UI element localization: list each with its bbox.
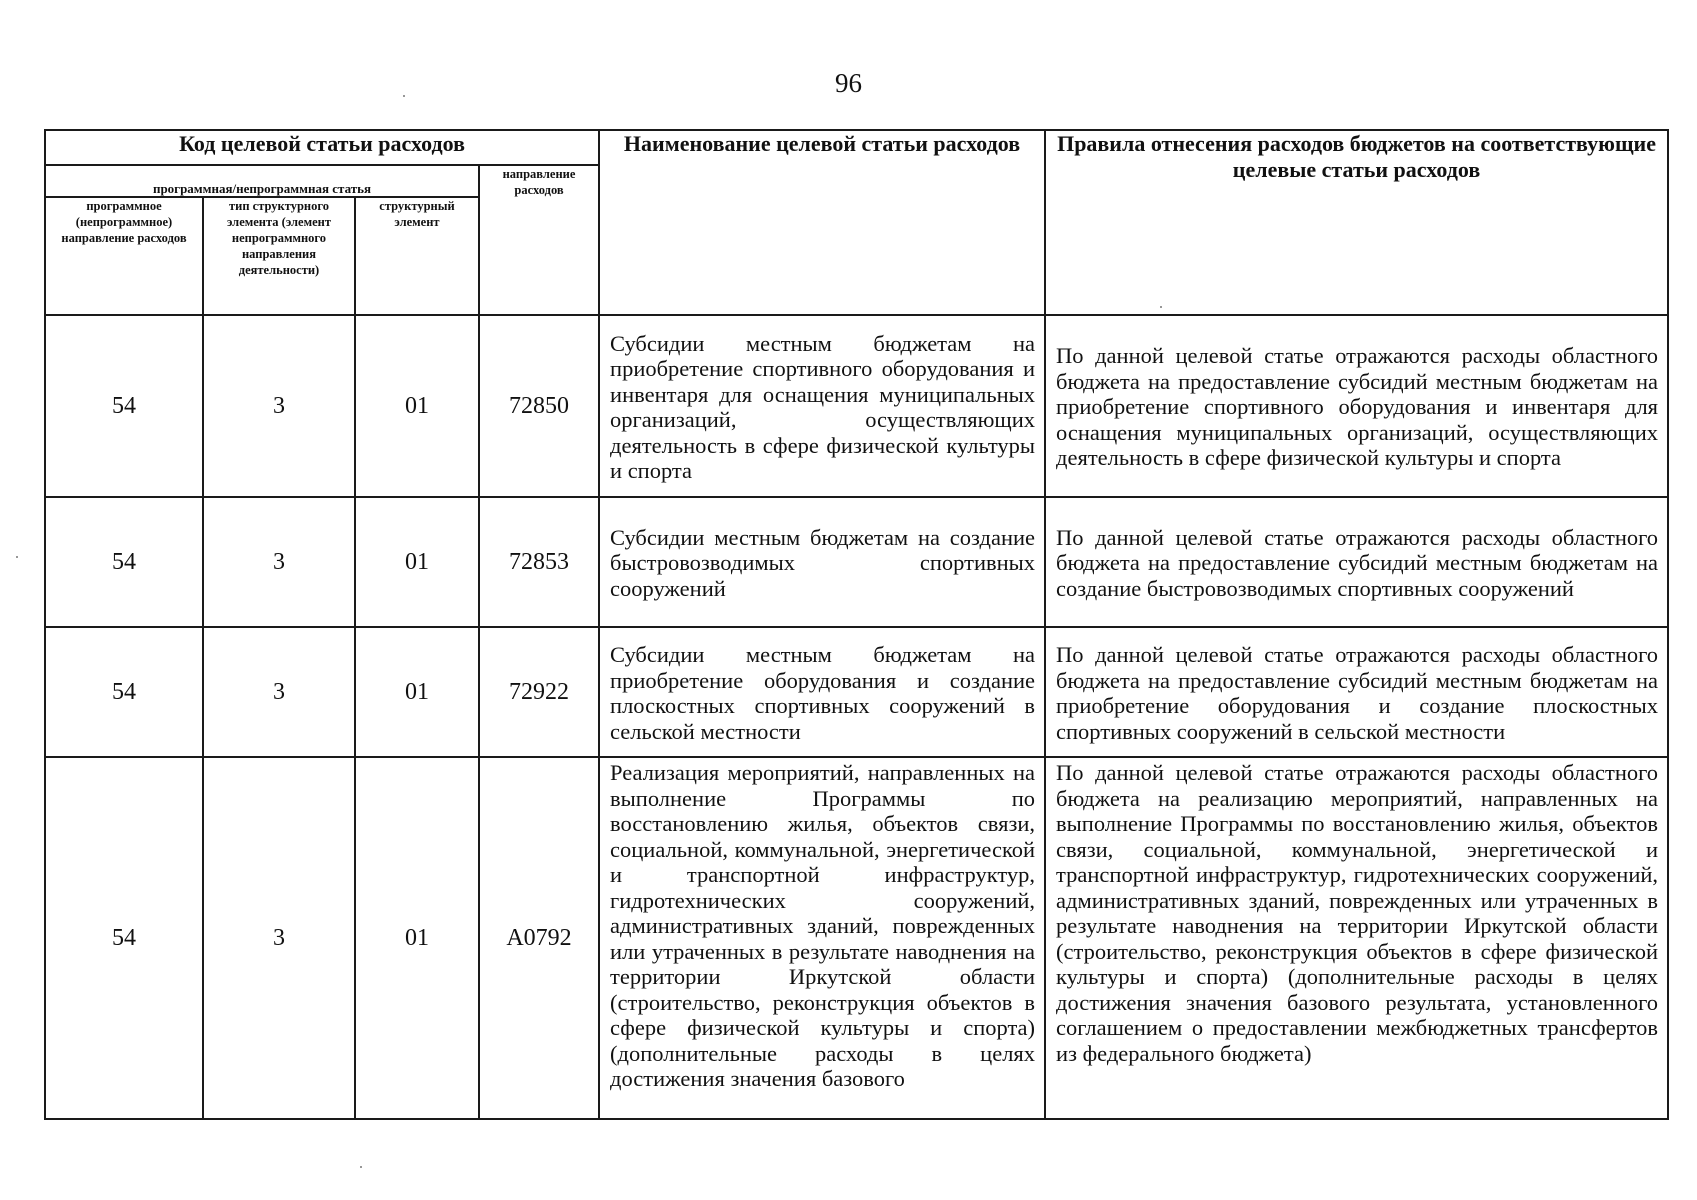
direction-code-cell: 72853 [479, 497, 599, 627]
program-code-cell: 54 [45, 627, 203, 757]
direction-code-cell: 72922 [479, 627, 599, 757]
table-row [45, 757, 1668, 1119]
scan-speck [403, 95, 405, 97]
header-code-title: Код целевой статьи расходов [45, 130, 599, 165]
type-code-cell: 3 [203, 497, 355, 627]
program-code-cell: 54 [45, 315, 203, 497]
article-name-cell: Субсидии местным бюджетам на создание быстровозводимых спортивных сооружений [599, 497, 1045, 627]
element-code-cell: 01 [355, 497, 479, 627]
program-code-cell: 54 [45, 497, 203, 627]
header-program-article: программная/непрограммная статья [45, 165, 479, 197]
table-row [45, 315, 1668, 497]
header-direction: направление расходов [479, 165, 599, 315]
article-rule-cell: По данной целевой статье отражаются расходы областного бюджета на предоставление субсидий местным бюджетам на приобретение оборудования и создание плоскостных спортивных сооружений в сельской местности [1045, 627, 1668, 757]
direction-code-cell: А0792 [479, 757, 599, 1119]
table-row [45, 497, 1668, 627]
budget-code-table [44, 129, 1669, 1120]
header-program-direction: программное (непрограммное) направление расходов [45, 197, 203, 315]
element-code-cell: 01 [355, 627, 479, 757]
table-row [45, 627, 1668, 757]
scan-speck [16, 556, 18, 558]
page-number: 96 [835, 68, 862, 98]
header-name-title: Наименование целевой статьи расходов [599, 130, 1045, 315]
element-code-cell: 01 [355, 315, 479, 497]
header-structural-type: тип структурного элемента (элемент непрограммного направления деятельности) [203, 197, 355, 315]
direction-code-cell: 72850 [479, 315, 599, 497]
type-code-cell: 3 [203, 627, 355, 757]
type-code-cell: 3 [203, 757, 355, 1119]
element-code-cell: 01 [355, 757, 479, 1119]
scan-speck [360, 1166, 362, 1168]
program-code-cell: 54 [45, 757, 203, 1119]
article-name-cell: Субсидии местным бюджетам на приобретение оборудования и создание плоскостных спортивных сооружений в сельской местности [599, 627, 1045, 757]
header-rules-title: Правила отнесения расходов бюджетов на соответствующие целевые статьи расходов [1045, 130, 1668, 315]
article-name-cell: Субсидии местным бюджетам на приобретение спортивного оборудования и инвентаря для оснащения муниципальных организаций, осуществляющих деятельность в сфере физической культуры и спорта [599, 315, 1045, 497]
article-rule-cell: По данной целевой статье отражаются расходы областного бюджета на предоставление субсидий местным бюджетам на создание быстровозводимых спортивных сооружений [1045, 497, 1668, 627]
article-rule-cell: По данной целевой статье отражаются расходы областного бюджета на реализацию мероприятий, направленных на выполнение Программы по восстановлению жилья, объектов связи, социальной, коммунальной, энергетической и транспортной инфраструктур, гидротехнических сооружений, административных зданий, поврежденных или утраченных в результате наводнения на территории Иркутской области (строительство, реконструкция объектов в сфере физической культуры и спорта) (дополнительные расходы в целях достижения значения базового результата, установленного соглашением о предоставлении межбюджетных трансфертов из федерального бюджета) [1045, 757, 1668, 1119]
article-rule-cell: По данной целевой статье отражаются расходы областного бюджета на предоставление субсидий местным бюджетам на приобретение спортивного оборудования и инвентаря для оснащения муниципальных организаций, осуществляющих деятельность в сфере физической культуры и спорта [1045, 315, 1668, 497]
header-structural-element: структурный элемент [355, 197, 479, 315]
type-code-cell: 3 [203, 315, 355, 497]
article-name-cell: Реализация мероприятий, направленных на выполнение Программы по восстановлению жилья, объектов связи, социальной, коммунальной, энергетической и транспортной инфраструктур, гидротехнических сооружений, административных зданий, поврежденных или утраченных в результате наводнения на территории Иркутской области (строительство, реконструкция объектов в сфере физической культуры и спорта) (дополнительные расходы в целях достижения значения базового [599, 757, 1045, 1119]
